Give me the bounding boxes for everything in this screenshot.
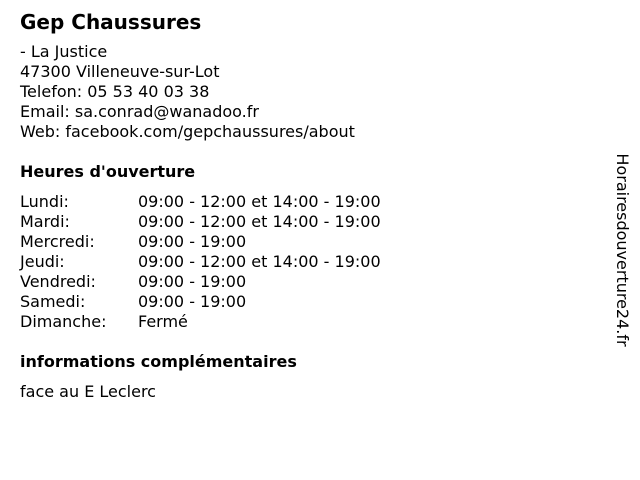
day-hours: 09:00 - 12:00 et 14:00 - 19:00 bbox=[138, 212, 381, 231]
day-label: Dimanche: bbox=[20, 312, 107, 331]
day-hours: 09:00 - 12:00 et 14:00 - 19:00 bbox=[138, 192, 381, 211]
hours-row-tuesday bbox=[20, 212, 381, 232]
hours-row-monday bbox=[20, 192, 381, 212]
day-hours: 09:00 - 19:00 bbox=[138, 272, 247, 291]
day-hours: 09:00 - 19:00 bbox=[138, 232, 247, 251]
info-title: informations complémentaires bbox=[20, 352, 297, 371]
address-block bbox=[20, 42, 590, 142]
info-text: face au E Leclerc bbox=[20, 382, 156, 401]
day-hours: 09:00 - 12:00 et 14:00 - 19:00 bbox=[138, 252, 381, 271]
day-label: Mardi: bbox=[20, 212, 70, 231]
hours-row-sunday bbox=[20, 312, 381, 332]
hours-row-thursday bbox=[20, 252, 381, 272]
phone-line: Telefon: 05 53 40 03 38 bbox=[20, 82, 210, 101]
email-line: Email: sa.conrad@wanadoo.fr bbox=[20, 102, 259, 121]
shop-name: Gep Chaussures bbox=[20, 10, 202, 34]
address-street: - La Justice bbox=[20, 42, 108, 61]
day-label: Mercredi: bbox=[20, 232, 95, 251]
hours-row-saturday bbox=[20, 292, 381, 312]
site-brand-vertical: Horairesdouverture24.fr bbox=[613, 153, 632, 347]
web-line: Web: facebook.com/gepchaussures/about bbox=[20, 122, 355, 141]
hours-row-friday bbox=[20, 272, 381, 292]
day-label: Samedi: bbox=[20, 292, 86, 311]
day-label: Jeudi: bbox=[20, 252, 65, 271]
hours-title: Heures d'ouverture bbox=[20, 162, 196, 181]
day-hours: 09:00 - 19:00 bbox=[138, 292, 247, 311]
shop-card bbox=[20, 10, 590, 402]
hours-row-wednesday bbox=[20, 232, 381, 252]
day-hours: Fermé bbox=[138, 312, 188, 331]
day-label: Lundi: bbox=[20, 192, 69, 211]
hours-table bbox=[20, 192, 381, 332]
day-label: Vendredi: bbox=[20, 272, 96, 291]
address-city: 47300 Villeneuve-sur-Lot bbox=[20, 62, 220, 81]
